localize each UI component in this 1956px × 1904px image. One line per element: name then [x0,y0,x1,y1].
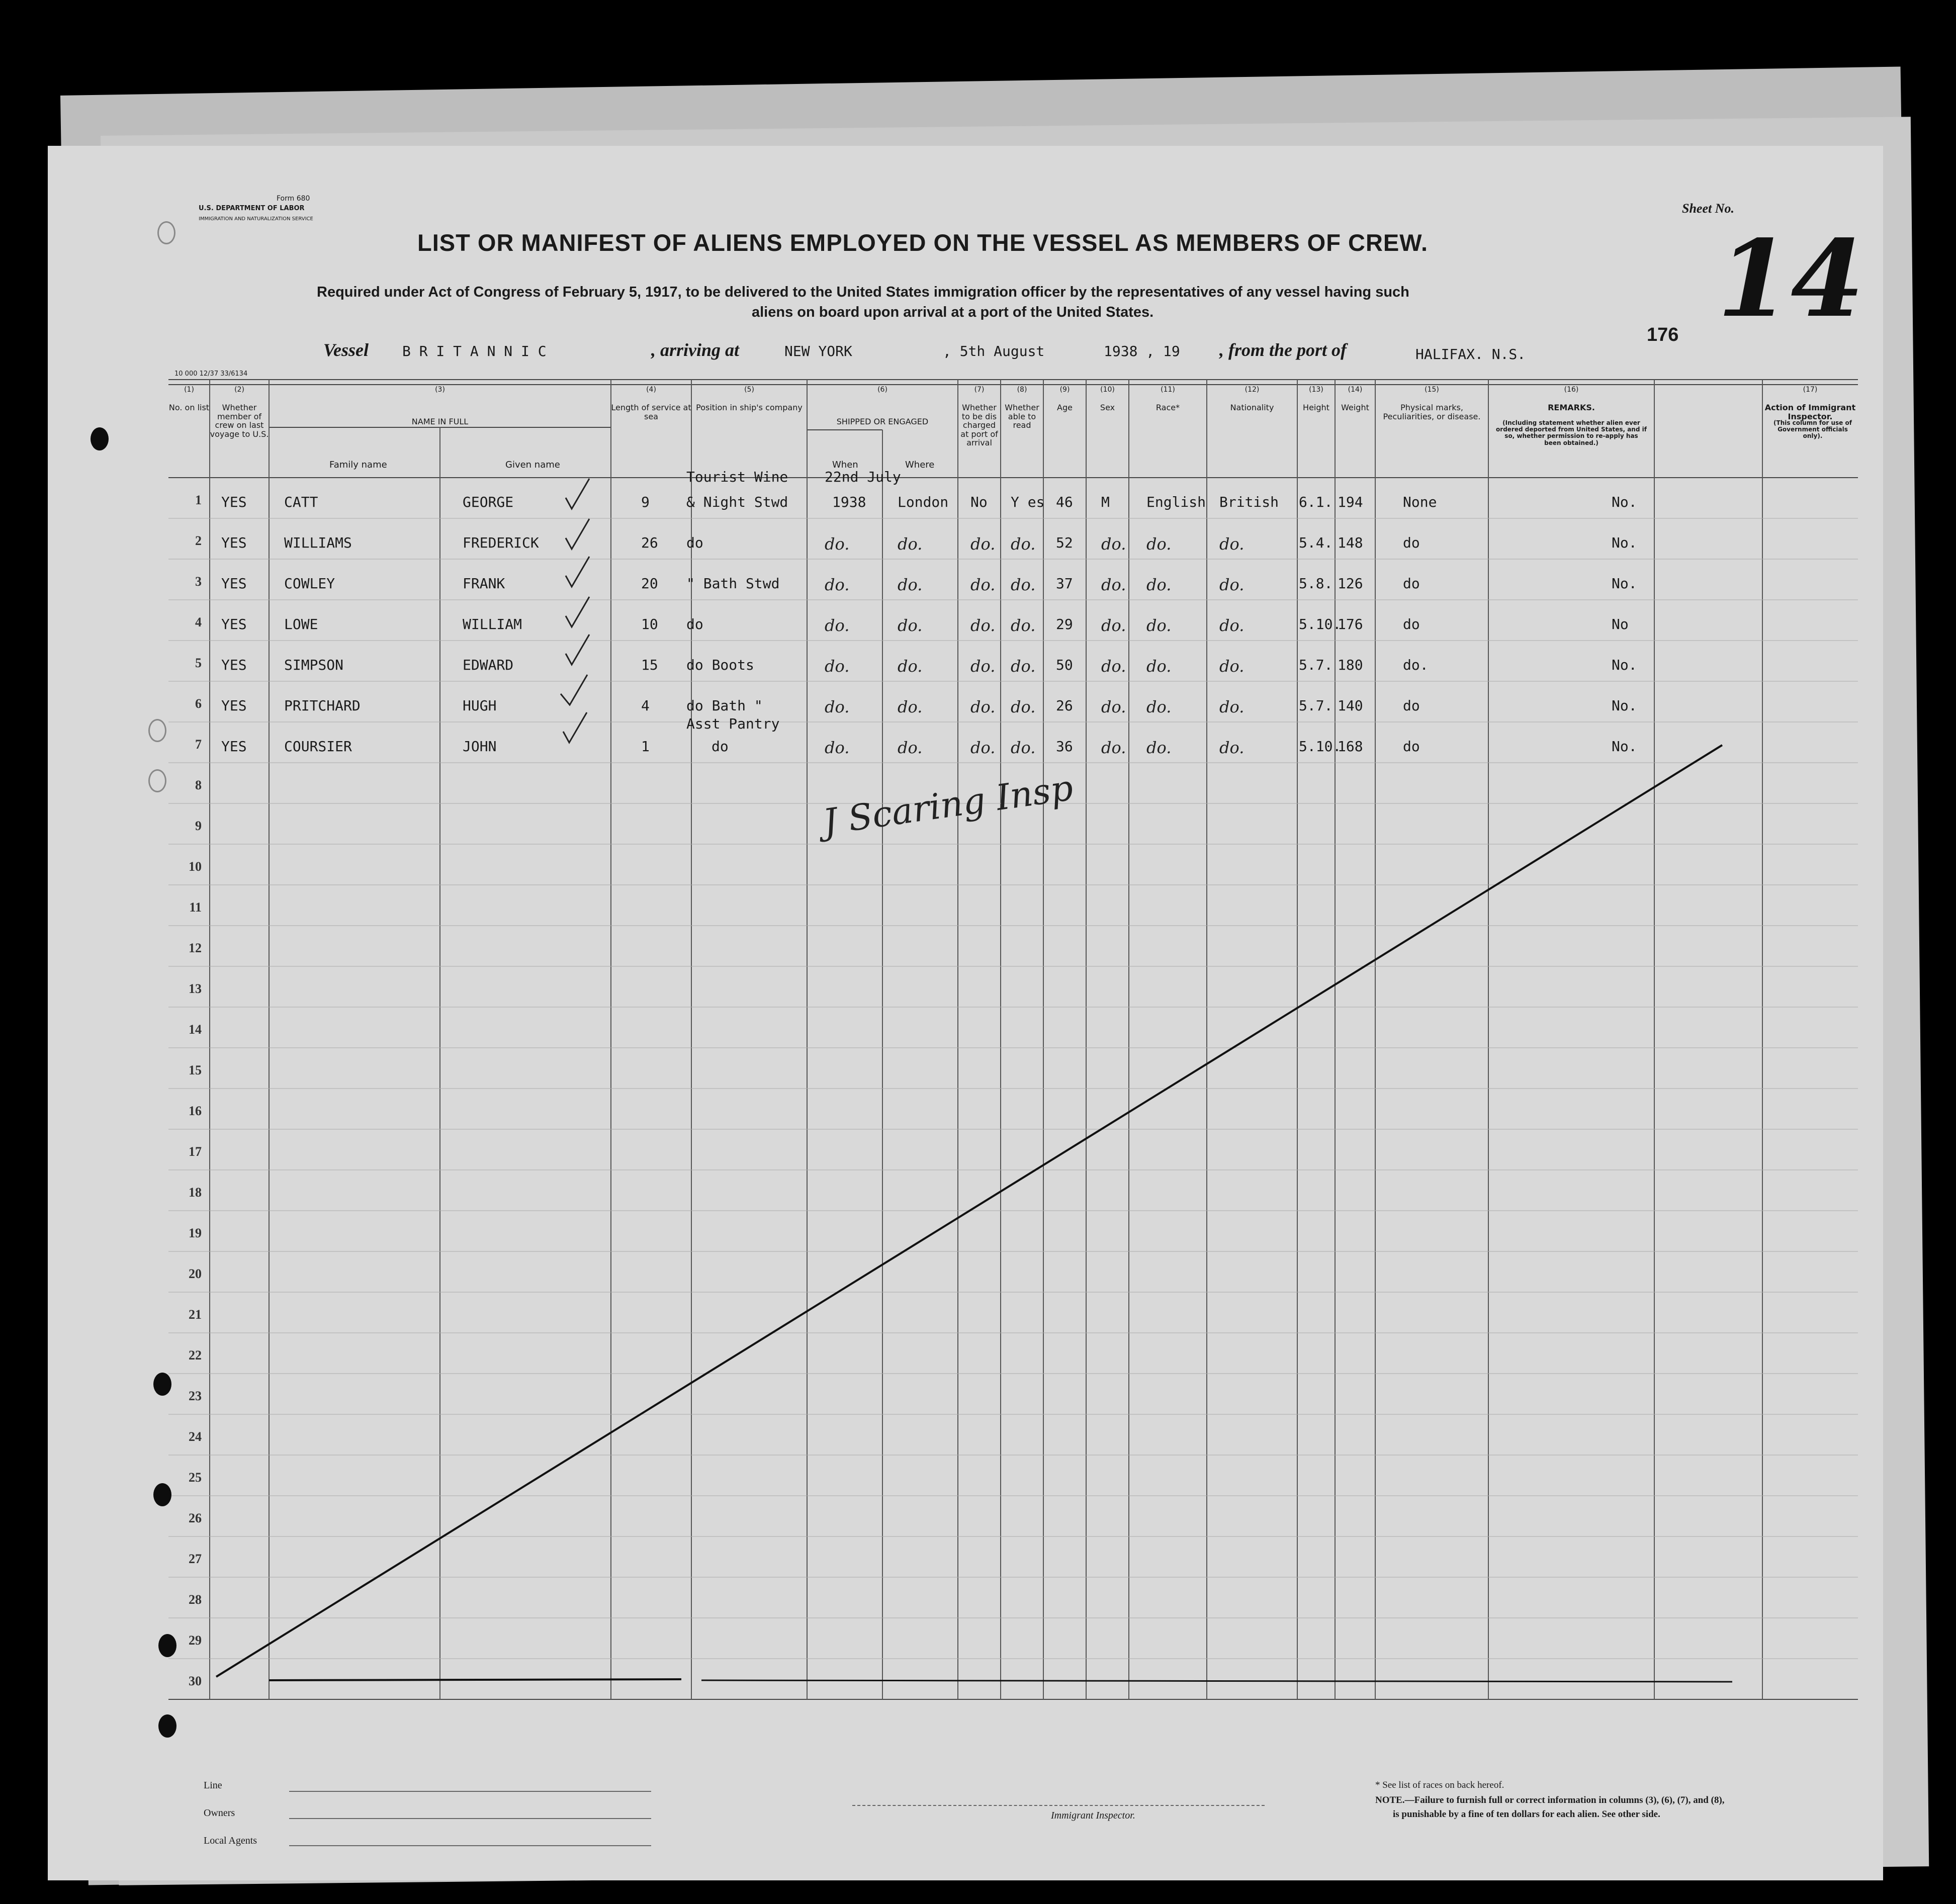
height: 5.10. [1299,616,1342,632]
race: do. [1146,738,1172,757]
able-to-read: do. [1011,575,1036,594]
age: 50 [1056,657,1073,673]
given-name: HUGH [463,697,497,714]
punch-hole [158,1714,176,1738]
row-number: 23 [189,1389,202,1403]
row-number: 1 [195,493,202,507]
vessel-label: Vessel [323,340,369,360]
family-name: PRITCHARD [284,697,361,714]
nationality: do. [1219,534,1244,554]
height: 5.4. [1299,534,1333,551]
column-number: (1) [184,386,194,394]
remarks: No. [1612,575,1637,592]
shipped-where: do. [898,697,923,716]
row-number: 29 [189,1633,202,1648]
shipped-year: 1938 [832,494,866,510]
row-number: 12 [189,941,202,955]
sex: do. [1101,534,1126,554]
discharged: do. [970,534,996,554]
closing-rule-2 [701,1680,1732,1682]
shipped-where: London [898,494,949,510]
column-number: (13) [1309,386,1323,394]
manifest-sheet [48,146,1883,1880]
arrival-year: 1938 , 19 [1104,343,1180,359]
row-number: 27 [189,1552,202,1566]
physical-marks: do [1403,697,1420,714]
row-number: 6 [195,696,202,711]
age: 52 [1056,534,1073,551]
column-number: (16) [1564,386,1579,394]
column-label: NAME IN FULL [411,417,469,426]
row-number: 5 [195,656,202,670]
position: do [686,534,703,551]
age: 29 [1056,616,1073,632]
able-to-read: Y es [1011,494,1045,510]
shipped-when: do. [825,657,850,676]
family-name: COWLEY [284,575,335,592]
penalty-note-2: is punishable by a fine of ten dollars for each alien. See other side. [1393,1809,1660,1820]
remarks-note: (Including statement whether alien ever ordered deported from United States, and if so, whether permission to re-apply has been obtained.) [1496,419,1647,446]
nationality: do. [1219,575,1244,594]
race-note: * See list of races on back hereof. [1375,1780,1504,1790]
given-name: GEORGE [463,494,514,510]
able-to-read: do. [1011,738,1036,757]
race: English [1146,494,1206,510]
column-label: Age [1057,403,1073,412]
closing-rule [269,1679,681,1680]
family-name: CATT [284,494,318,510]
punch-hole [158,1634,176,1657]
from-port: HALIFAX. N.S. [1415,346,1526,362]
row-number: 7 [195,737,202,752]
row-number: 26 [189,1511,202,1525]
print-code: 10 000 12/37 33/6134 [174,370,248,378]
row-number: 24 [189,1429,202,1444]
column-label: Whether able to read [1005,403,1039,430]
where-header: Where [905,460,935,470]
arriving-port: NEW YORK [784,343,852,359]
row-number: 18 [189,1185,202,1200]
previous-voyage: YES [221,534,247,551]
service-length: 15 [641,657,658,673]
column-number: (10) [1100,386,1115,394]
discharged: do. [970,697,996,716]
subtitle-line-1: Required under Act of Congress of February 5, 1917, to be delivered to the United States immigration officer by the representatives of any vessel having such [317,284,1409,300]
remarks: No. [1612,697,1637,714]
punch-hole [153,1373,171,1396]
row-number: 14 [189,1022,202,1037]
form-number: Form 680 [277,195,310,203]
column-label: Nationality [1230,403,1274,412]
age: 46 [1056,494,1073,510]
height: 5.7. [1299,657,1333,673]
shipped-when: do. [825,697,850,716]
weight: 194 [1338,494,1363,510]
department: U.S. DEPARTMENT OF LABOR [199,205,305,212]
age: 36 [1056,738,1073,755]
sex: do. [1101,575,1126,594]
arriving-label: , arriving at [651,340,740,360]
row-number: 4 [195,615,202,629]
column-label: REMARKS. [1548,403,1595,412]
nationality: do. [1219,616,1244,635]
race: do. [1146,616,1172,635]
arrival-date: , 5th August [943,343,1045,359]
sheet-no-label: Sheet No. [1682,201,1734,216]
position-line-2: do [712,738,729,755]
shipped-when: do. [825,616,850,635]
service-length: 4 [641,697,650,714]
footer-rules-3 [289,1845,651,1847]
column-number: (4) [646,386,656,394]
footer-rules [289,1791,651,1792]
row-number: 16 [189,1104,202,1118]
sheet-number-handwritten: 14 [1717,217,1864,341]
discharged: do. [970,616,996,635]
column-label: Length of service at sea [611,403,691,421]
nationality: British [1219,494,1279,510]
position: Tourist Wine [686,469,788,485]
column-number: (2) [234,386,244,394]
punch-hole [157,221,175,244]
row-number: 9 [195,819,202,833]
discharged: do. [970,738,996,757]
row-number: 17 [189,1144,202,1159]
sex: do. [1101,616,1126,635]
punch-hole [148,769,166,792]
family-name: WILLIAMS [284,534,352,551]
column-label: Physical marks, Peculiarities, or disease. [1383,403,1481,421]
given-name: FREDERICK [463,534,539,551]
shipped-when: do. [825,534,850,554]
column-label: Race* [1155,403,1180,412]
position: " Bath Stwd [686,575,780,592]
footer-agents-label: Local Agents [204,1835,257,1846]
discharged: do. [970,575,996,594]
service-length: 20 [641,575,658,592]
physical-marks: do [1403,738,1420,755]
remarks: No. [1612,657,1637,673]
race: do. [1146,575,1172,594]
family-name-header: Family name [329,460,387,470]
form-title: LIST OR MANIFEST OF ALIENS EMPLOYED ON THE VESSEL AS MEMBERS OF CREW. [417,229,1429,256]
previous-voyage: YES [221,697,247,714]
shipped-where: do. [898,575,923,594]
row-number: 25 [189,1470,202,1485]
row-number: 11 [189,900,202,915]
column-number: (17) [1803,386,1818,394]
age: 37 [1056,575,1073,592]
column-number: (5) [744,386,754,394]
weight: 180 [1338,657,1363,673]
page-number: 176 [1647,324,1679,345]
punch-hole [153,1483,171,1506]
row-number: 13 [189,981,202,996]
given-name-header: Given name [505,460,560,470]
height: 5.10. [1299,738,1342,755]
given-name: WILLIAM [463,616,522,632]
physical-marks: None [1403,494,1437,510]
able-to-read: do. [1011,616,1036,635]
service-length: 10 [641,616,658,632]
nationality: do. [1219,738,1244,757]
column-number: (12) [1244,386,1260,394]
vessel-name: B R I T A N N I C [402,343,547,359]
row-number: 20 [189,1266,202,1281]
weight: 148 [1338,534,1363,551]
column-label: Whether to be dis charged at port of arrival [960,403,998,448]
position: do [686,616,703,632]
service-length: 9 [641,494,650,510]
row-number: 30 [189,1674,202,1688]
physical-marks: do [1403,534,1420,551]
shipped-where: do. [898,534,923,554]
shipped-where: do. [898,738,923,757]
column-label: No. on list [168,403,210,412]
row-number: 10 [189,859,202,874]
discharged: do. [970,657,996,676]
previous-voyage: YES [221,738,247,755]
nationality: do. [1219,697,1244,716]
able-to-read: do. [1011,697,1036,716]
race: do. [1146,657,1172,676]
inspector-signature: J Scaring Insp [820,767,1076,843]
row-number: 22 [189,1348,202,1363]
column-label: Whether member of crew on last voyage to U.S. [210,403,269,439]
given-name: EDWARD [463,657,514,673]
weight: 126 [1338,575,1363,592]
able-to-read: do. [1011,534,1036,554]
able-to-read: do. [1011,657,1036,676]
row-number: 2 [195,533,202,548]
position-line-2: & Night Stwd [686,494,788,510]
column-number: (14) [1348,386,1363,394]
family-name: COURSIER [284,738,352,755]
previous-voyage: YES [221,657,247,673]
from-port-label: , from the port of [1219,340,1347,360]
column-number: (9) [1059,386,1070,394]
sex: do. [1101,697,1126,716]
family-name: SIMPSON [284,657,344,673]
row-number: 3 [195,574,202,589]
column-label: Sex [1100,403,1115,412]
physical-marks: do [1403,575,1420,592]
family-name: LOWE [284,616,318,632]
position: do Boots [686,657,754,673]
race: do. [1146,697,1172,716]
row-number: 28 [189,1592,202,1607]
column-number: (7) [974,386,985,394]
footer-line-label: Line [204,1780,222,1791]
column-label: SHIPPED OR ENGAGED [836,417,929,426]
punch-hole [91,427,109,450]
footer-rules-2 [289,1818,651,1820]
given-name: FRANK [463,575,505,592]
column-number: (11) [1161,386,1175,394]
shipped-where: do. [898,657,923,676]
column-number: (15) [1425,386,1439,394]
height: 6.1. [1299,494,1333,510]
remarks: No [1612,616,1629,632]
column-number: (8) [1017,386,1027,394]
discharged: No [970,494,988,510]
column-label: Height [1303,403,1329,412]
sex: M [1101,494,1110,510]
inspector-rule [852,1805,1265,1806]
shipped-when: 22nd July [825,469,901,485]
age: 26 [1056,697,1073,714]
shipped-when: do. [825,575,850,594]
immigrant-inspector-label: Immigrant Inspector. [1051,1810,1135,1821]
physical-marks: do. [1403,657,1429,673]
previous-voyage: YES [221,616,247,632]
service: IMMIGRATION AND NATURALIZATION SERVICE [199,216,313,222]
shipped-when: do. [825,738,850,757]
shipped-where: do. [898,616,923,635]
previous-voyage: YES [221,494,247,510]
previous-voyage: YES [221,575,247,592]
penalty-note-1: NOTE.—Failure to furnish full or correct information in columns (3), (6), (7), and (8), [1375,1795,1725,1805]
column-label: Weight [1341,403,1369,412]
remarks: No. [1612,494,1637,510]
weight: 176 [1338,616,1363,632]
remarks: No. [1612,738,1637,755]
position: do Bath " [686,697,763,714]
physical-marks: do [1403,616,1420,632]
race: do. [1146,534,1172,554]
service-length: 1 [641,738,650,755]
nationality: do. [1219,657,1244,676]
position: Asst Pantry [686,715,780,732]
height: 5.7. [1299,697,1333,714]
subtitle-line-2: aliens on board upon arrival at a port of the United States. [752,304,1154,320]
column-number: (6) [877,386,887,394]
punch-hole [148,719,166,742]
height: 5.8. [1299,575,1333,592]
remarks: No. [1612,534,1637,551]
service-length: 26 [641,534,658,551]
weight: 140 [1338,697,1363,714]
given-name: JOHN [463,738,497,755]
row-number: 8 [195,778,202,792]
action-note: (This column for use of Government officials only). [1773,419,1852,440]
when-header: When [832,460,858,470]
column-label: Action of Immigrant Inspector. [1764,403,1856,421]
weight: 168 [1338,738,1363,755]
sex: do. [1101,657,1126,676]
row-number: 19 [189,1226,202,1240]
footer-owners-label: Owners [204,1807,235,1819]
sex: do. [1101,738,1126,757]
column-number: (3) [435,386,445,394]
column-label: Position in ship's company [696,403,803,412]
row-number: 15 [189,1063,202,1077]
row-number: 21 [189,1307,202,1322]
